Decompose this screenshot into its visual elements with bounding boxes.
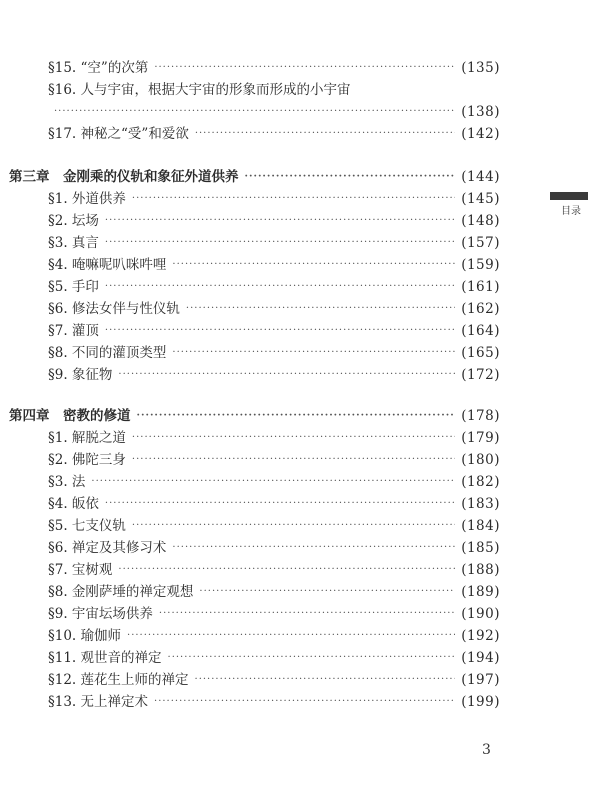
leader-dots: [105, 232, 455, 254]
side-tab-bar: [550, 192, 588, 200]
toc-entry[interactable]: [48, 427, 500, 449]
toc-entry-page: (183): [461, 496, 500, 512]
toc-entry[interactable]: [48, 342, 500, 364]
leader-dots: [105, 320, 455, 342]
toc-entry[interactable]: [48, 123, 500, 145]
toc-entry-label: §2. 坛场: [48, 213, 99, 229]
toc-entry-label: §3. 法: [48, 474, 86, 490]
toc-entry[interactable]: [48, 669, 500, 691]
toc-entry-page: (145): [461, 191, 500, 207]
toc-entry[interactable]: [48, 298, 500, 320]
toc-entry[interactable]: [48, 449, 500, 471]
toc-entry-label: §7. 宝树观: [48, 562, 113, 578]
toc-entry-label: §4. 唵嘛呢叭咪吽哩: [48, 257, 167, 273]
leader-dots: [245, 166, 456, 188]
leader-dots: [105, 210, 455, 232]
toc-entry-page: (165): [461, 345, 500, 361]
toc-entry-label: §7. 灌顶: [48, 323, 99, 339]
leader-dots: [154, 691, 455, 713]
toc-entry[interactable]: [48, 254, 500, 276]
toc-entry-label: §6. 修法女伴与性仪轨: [48, 301, 180, 317]
toc-entry-label: §16. 人与宇宙，根据大宇宙的形象而形成的小宇宙: [48, 82, 351, 98]
toc-entry-page: (172): [461, 367, 500, 383]
toc-entry[interactable]: [48, 276, 500, 298]
toc-entry-page: (142): [461, 126, 500, 142]
toc-entry[interactable]: [48, 581, 500, 603]
toc-entry-page: (192): [461, 628, 500, 644]
toc-entry[interactable]: [48, 603, 500, 625]
leader-dots: [186, 298, 455, 320]
leader-dots: [91, 471, 455, 493]
leader-dots: [132, 427, 455, 449]
toc-entry[interactable]: [48, 364, 500, 386]
toc-entry-label: §15. “空”的次第: [48, 60, 149, 76]
toc-entry-label: §8. 金刚萨埵的禅定观想: [48, 584, 194, 600]
toc-entry-page: (199): [461, 694, 500, 710]
toc-entry-page: (164): [461, 323, 500, 339]
toc-entry[interactable]: [48, 537, 500, 559]
leader-dots: [168, 647, 456, 669]
toc-entry[interactable]: [48, 493, 500, 515]
toc-entry-page: (190): [461, 606, 500, 622]
toc-entry-page: (188): [461, 562, 500, 578]
toc-entry-label: §11. 观世音的禅定: [48, 650, 162, 666]
toc-entry[interactable]: [48, 559, 500, 581]
toc-entry-label: §13. 无上禅定术: [48, 694, 149, 710]
toc-chapter[interactable]: [9, 405, 500, 427]
toc-chapter-page: (144): [461, 169, 500, 185]
leader-dots: [118, 364, 455, 386]
toc-entry-label: §1. 解脱之道: [48, 430, 126, 446]
toc-entry-label: §6. 禅定及其修习术: [48, 540, 167, 556]
toc-entry-page: (197): [461, 672, 500, 688]
toc-entry[interactable]: [48, 57, 500, 79]
toc-entry-page: (135): [461, 60, 500, 76]
toc-entry-page: (184): [461, 518, 500, 534]
toc-entry-label: §2. 佛陀三身: [48, 452, 126, 468]
toc-entry[interactable]: [48, 232, 500, 254]
toc-entry-page: (189): [461, 584, 500, 600]
toc-entry[interactable]: [48, 691, 500, 713]
toc-entry-label: §17. 神秘之“受”和爱欲: [48, 126, 189, 142]
toc-entry[interactable]: [48, 471, 500, 493]
toc-entry-continuation[interactable]: [48, 101, 500, 123]
toc-entry-label: §3. 真言: [48, 235, 99, 251]
toc-entry-label: §9. 象征物: [48, 367, 113, 383]
toc-entry-page: (194): [461, 650, 500, 666]
leader-dots: [195, 669, 456, 691]
toc-chapter[interactable]: [9, 166, 500, 188]
leader-dots: [132, 449, 455, 471]
leader-dots: [118, 559, 455, 581]
toc-entry-label: §10. 瑜伽师: [48, 628, 122, 644]
toc-entry-label: §9. 宇宙坛场供养: [48, 606, 153, 622]
toc-entry-label: §1. 外道供养: [48, 191, 126, 207]
leader-dots: [127, 625, 455, 647]
leader-dots: [54, 101, 455, 123]
toc-entry-page: (182): [461, 474, 500, 490]
toc-chapter-label: 第三章 金刚乘的仪轨和象征外道供养: [9, 169, 239, 185]
leader-dots: [159, 603, 455, 625]
toc-entry-label: §12. 莲花生上师的禅定: [48, 672, 189, 688]
toc-entry-page: (159): [461, 257, 500, 273]
page-number: 3: [482, 742, 491, 758]
leader-dots: [132, 515, 455, 537]
leader-dots: [105, 493, 455, 515]
toc-entry-page: (162): [461, 301, 500, 317]
toc-entry-page: (138): [461, 104, 500, 120]
toc-entry-page: (157): [461, 235, 500, 251]
toc-entry-page: (180): [461, 452, 500, 468]
toc-entry[interactable]: [48, 79, 500, 101]
toc-chapter-page: (178): [461, 408, 500, 424]
toc-entry[interactable]: [48, 625, 500, 647]
side-tab-label: 目录: [561, 206, 581, 217]
toc-entry-page: (185): [461, 540, 500, 556]
toc-entry-page: (179): [461, 430, 500, 446]
leader-dots: [137, 405, 456, 427]
leader-dots: [105, 276, 455, 298]
toc-entry-label: §5. 七支仪轨: [48, 518, 126, 534]
toc-entry-label: §5. 手印: [48, 279, 99, 295]
toc-entry[interactable]: [48, 320, 500, 342]
toc-entry[interactable]: [48, 515, 500, 537]
leader-dots: [132, 188, 455, 210]
toc-entry[interactable]: [48, 188, 500, 210]
toc-chapter-label: 第四章 密教的修道: [9, 408, 131, 424]
leader-dots: [172, 342, 455, 364]
toc-entry[interactable]: [48, 647, 500, 669]
toc-entry-label: §8. 不同的灌顶类型: [48, 345, 167, 361]
toc-entry-page: (161): [461, 279, 500, 295]
leader-dots: [172, 254, 455, 276]
leader-dots: [195, 123, 455, 145]
toc-entry[interactable]: [48, 210, 500, 232]
toc-entry-page: (148): [461, 213, 500, 229]
leader-dots: [172, 537, 455, 559]
leader-dots: [199, 581, 455, 603]
toc-entry-label: §4. 皈依: [48, 496, 99, 512]
leader-dots: [154, 57, 455, 79]
